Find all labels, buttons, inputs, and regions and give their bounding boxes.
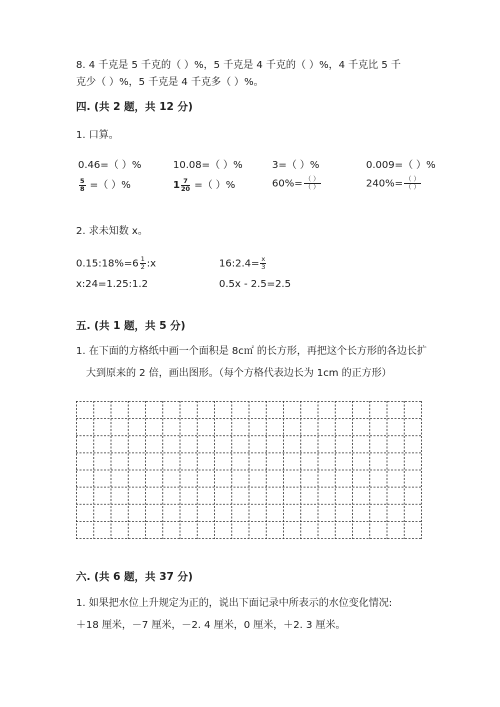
section-6-q1-line-2: ＋18 厘米，－7 厘米，－2. 4 厘米，0 厘米，＋2. 3 厘米。 bbox=[76, 620, 346, 631]
oral-calc-7: 60%= $\frac{( )}{( )}$ bbox=[272, 175, 320, 191]
section-5-q1-line-1: 1. 在下面的方格纸中画一个面积是 8c㎡ 的长方形，再把这个长方形的各边长扩 bbox=[76, 346, 427, 357]
oral-calc-2: 10.08=（ ）% bbox=[173, 160, 243, 171]
section-6-heading: 六. (共 6 题，共 37 分) bbox=[76, 571, 193, 583]
fraction: $\frac{5}{8}$ bbox=[80, 176, 85, 193]
oral-calc-label: 1. 口算。 bbox=[76, 130, 119, 141]
q8-line-2: 克少（ ）%，5 千克是 4 千克多（ ）%。 bbox=[76, 77, 264, 88]
section-5-heading: 五. (共 1 题，共 5 分) bbox=[76, 320, 186, 332]
section-6-q1-line-1: 1. 如果把水位上升规定为正的，说出下面记录中所表示的水位变化情况: bbox=[76, 598, 393, 609]
oral-calc-1: 0.46=（ ）% bbox=[78, 160, 142, 171]
fraction: $\frac{( )}{( )}$ bbox=[304, 175, 320, 191]
oral-calc-8: 240%= $\frac{( )}{( )}$ bbox=[366, 175, 421, 191]
oral-calc-6: 1 $\frac{7}{20}$ =（ ）% bbox=[173, 176, 236, 193]
section-4-heading: 四. (共 2 题，共 12 分) bbox=[76, 101, 193, 113]
section-5-q1-line-2: 大到原来的 2 倍，画出图形。（每个方格代表边长为 1cm 的正方形） bbox=[86, 368, 392, 379]
fraction: $\frac{1}{2}$ bbox=[140, 255, 145, 271]
solve-x-label: 2. 求未知数 x。 bbox=[76, 226, 148, 237]
oral-calc-5: $\frac{5}{8}$ =（ ）% bbox=[80, 176, 131, 193]
fraction: $\frac{( )}{( )}$ bbox=[404, 175, 421, 191]
equation-2: 16:2.4= $\frac{x}{3}$ bbox=[219, 255, 266, 271]
q8-line-1: 8. 4 千克是 5 千克的（ ）%，5 千克是 4 千克的（ ）%，4 千克比 5 千 bbox=[76, 60, 401, 71]
fraction: $\frac{7}{20}$ bbox=[180, 176, 191, 193]
equation-3: x:24=1.25:1.2 bbox=[76, 279, 148, 290]
square-grid[interactable] bbox=[76, 401, 422, 539]
equation-1: 0.15:18%=6 $\frac{1}{2}$ :x bbox=[76, 255, 157, 271]
oral-calc-4: 0.009=（ ）% bbox=[366, 160, 436, 171]
fraction: $\frac{x}{3}$ bbox=[261, 255, 266, 271]
oral-calc-3: 3=（ ）% bbox=[272, 160, 320, 171]
grid-canvas bbox=[76, 401, 422, 539]
equation-4: 0.5x - 2.5=2.5 bbox=[219, 279, 291, 290]
